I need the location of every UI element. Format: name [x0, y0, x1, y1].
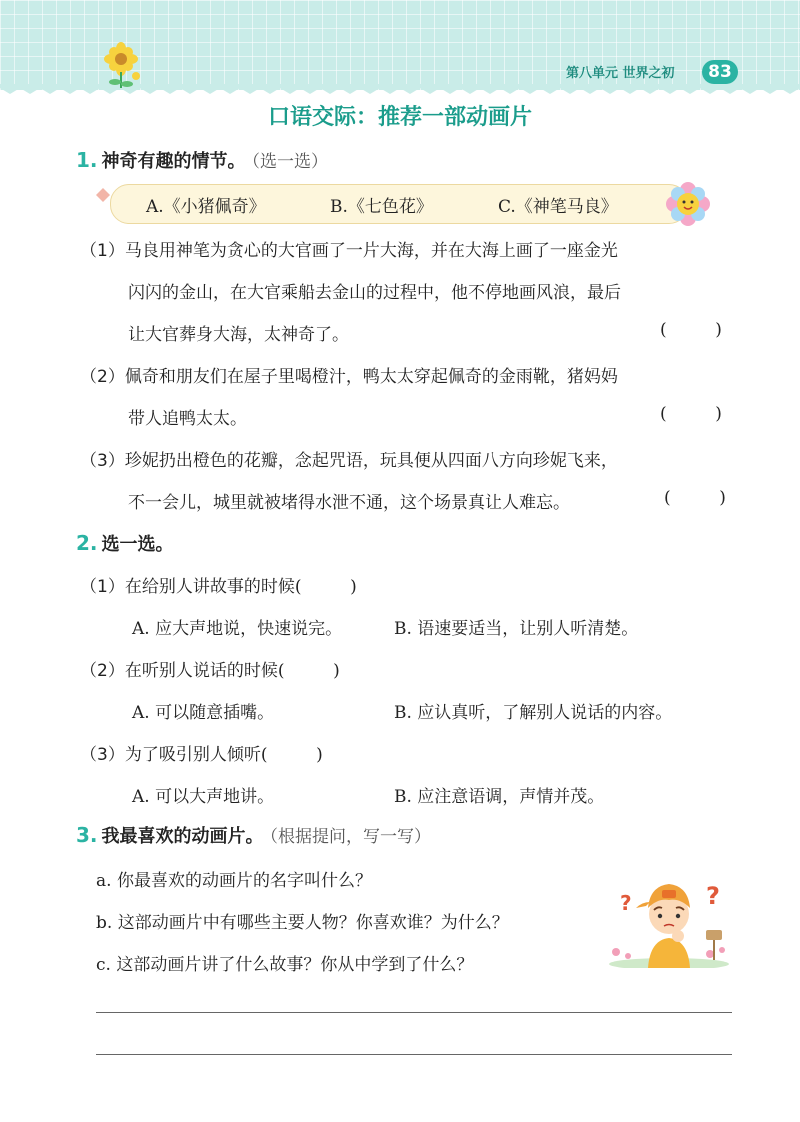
s2-q3-option-a: A. 可以大声地讲。	[132, 787, 275, 807]
thinking-boy-illustration	[606, 868, 732, 968]
s2-q2-number: （2）	[80, 661, 125, 681]
section2-number: 2.	[76, 531, 98, 555]
s3-prompt-a: a. 你最喜欢的动画片的名字叫什么？	[96, 871, 372, 891]
s1-item1-line1	[80, 236, 618, 261]
s2-q2-option-b: B. 应认真听，了解别人说话的内容。	[394, 703, 673, 723]
s1-item2-line2: 带人追鸭太太。	[128, 409, 247, 429]
option-c: C.《神笔马良》	[498, 197, 618, 217]
s1-item2-answer-blank[interactable]: ( )	[660, 404, 722, 424]
section1-note: （选一选）	[251, 152, 329, 172]
s1-item2-text1: 佩奇和朋友们在屋子里喝橙汁，鸭太太穿起佩奇的金雨靴，猪妈妈	[124, 367, 618, 387]
answer-line-2[interactable]	[96, 1054, 732, 1055]
option-b: B.《七色花》	[330, 197, 433, 217]
s1-item3-answer-blank[interactable]: ( )	[664, 488, 726, 508]
s1-item3-text1: 珍妮扔出橙色的花瓣，念起咒语，玩具便从四面八方向珍妮飞来，	[124, 451, 618, 471]
section3-number: 3.	[76, 823, 98, 847]
section3-heading	[76, 822, 431, 848]
s2-q3-option-b: B. 应注意语调，声情并茂。	[394, 787, 605, 807]
section1-number: 1.	[76, 148, 98, 172]
s3-prompt-b: b. 这部动画片中有哪些主要人物？你喜欢谁？为什么？	[96, 913, 509, 933]
section2-heading	[76, 530, 174, 556]
s2-q1-answer-blank[interactable]: ( )	[294, 577, 357, 597]
s1-item1-answer-blank[interactable]: ( )	[660, 320, 722, 340]
unit-label: 第八单元 世界之初	[566, 66, 675, 81]
s2-q1-option-b: B. 语速要适当，让别人听清楚。	[394, 619, 639, 639]
svg-text:?: ?	[620, 891, 632, 915]
s1-item1-text1: 马良用神笔为贪心的大官画了一片大海，并在大海上画了一座金光	[124, 241, 618, 261]
ribbon-decoration	[96, 188, 110, 202]
page-title: 口语交际：推荐一部动画片	[267, 105, 532, 130]
s1-item2-line1	[80, 362, 618, 387]
s2-q3-answer-blank[interactable]: ( )	[260, 745, 323, 765]
s2-q1	[80, 572, 357, 597]
sunflower-icon	[98, 40, 144, 90]
option-a: A.《小猪佩奇》	[146, 197, 266, 217]
s2-q1-option-a: A. 应大声地说，快速说完。	[132, 619, 343, 639]
s1-item3-line2: 不一会儿，城里就被堵得水泄不通，这个场景真让人难忘。	[128, 493, 570, 513]
section1-heading	[76, 147, 328, 173]
s2-q2-option-a: A. 可以随意插嘴。	[132, 703, 275, 723]
s1-item1-line3: 让大官葬身大海，太神奇了。	[128, 325, 349, 345]
s3-prompt-c: c. 这部动画片讲了什么故事？你从中学到了什么？	[96, 955, 474, 975]
section2-title: 选一选。	[101, 534, 174, 555]
s1-item1-number: （1）	[80, 241, 125, 261]
s1-item2-number: （2）	[80, 367, 125, 387]
section3-title: 我最喜欢的动画片。	[101, 826, 264, 847]
answer-line-1[interactable]	[96, 1012, 732, 1013]
s2-q3-text: 为了吸引别人倾听	[124, 745, 261, 765]
s2-q1-number: （1）	[80, 577, 125, 597]
section3-note: （根据提问，写一写）	[269, 827, 432, 847]
s2-q1-text: 在给别人讲故事的时候	[124, 577, 295, 597]
s2-q2-answer-blank[interactable]: ( )	[277, 661, 340, 681]
s1-item3-line1	[80, 446, 618, 471]
s2-q2	[80, 656, 340, 681]
s2-q3	[80, 740, 323, 765]
s2-q2-text: 在听别人说话的时候	[124, 661, 278, 681]
svg-text:?: ?	[706, 882, 720, 910]
section1-title: 神奇有趣的情节。	[101, 151, 246, 172]
s2-q3-number: （3）	[80, 745, 125, 765]
page-number: 83	[702, 60, 738, 84]
flower-icon	[666, 182, 710, 226]
s1-item1-line2: 闪闪的金山，在大官乘船去金山的过程中，他不停地画风浪，最后	[128, 283, 621, 303]
s1-item3-number: （3）	[80, 451, 125, 471]
